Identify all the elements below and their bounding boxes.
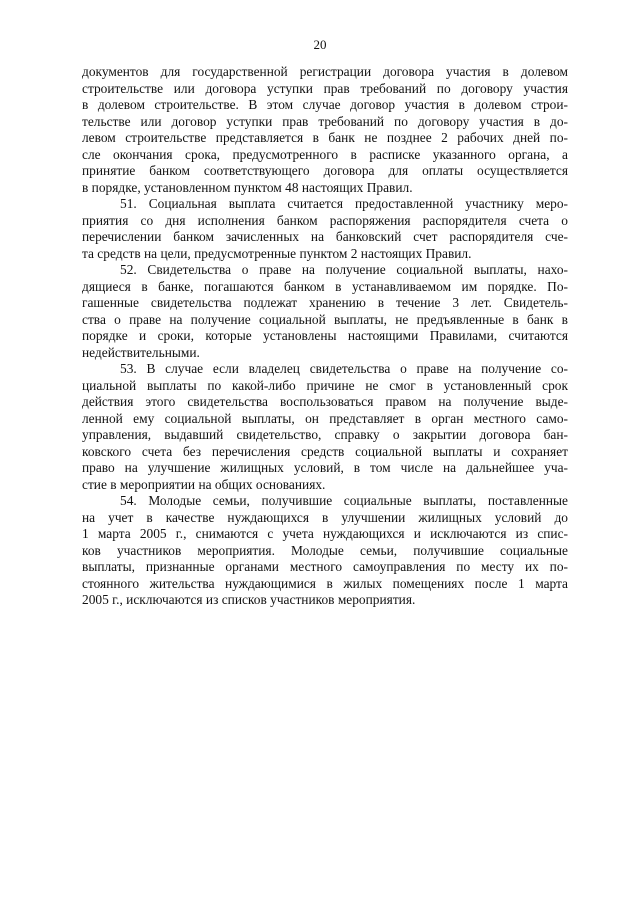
text-line: в порядке, установленном пунктом 48 настоящих Правил.	[82, 179, 413, 195]
text-line: ленной ему социальной выплаты, он представляет в орган местного само-	[82, 410, 568, 426]
text-line: та средств на цели, предусмотренные пунктом 2 настоящих Правил.	[82, 245, 472, 261]
paragraph-p52	[82, 262, 568, 361]
paragraph-p51	[82, 196, 568, 262]
paragraph-cont	[82, 64, 568, 196]
text-line: документов для государственной регистрации договора участия в долевом	[82, 64, 568, 79]
text-line: ства о праве на получение социальной выплаты, не предъявленные в банк в	[82, 311, 568, 327]
text-line: ковского счета без перечисления средств социальной выплаты и сохраняет	[82, 443, 568, 459]
text-line: в долевом строительстве. В этом случае договор участия в долевом строи-	[82, 97, 568, 112]
text-line: приятия со дня исполнения банком распоряжения распорядителя счета о	[82, 212, 568, 228]
text-line: 51. Социальная выплата считается предоставленной участнику меро-	[120, 196, 568, 211]
text-line: ков участников мероприятия. Молодые семьи, получившие социальные	[82, 542, 568, 558]
text-line: стие в мероприятии на общих основаниях.	[82, 476, 326, 492]
text-line: недействительными.	[82, 344, 200, 360]
text-line: левом строительстве представляется в банк не позднее 2 рабочих дней по-	[82, 130, 568, 145]
text-line: 52. Свидетельства о праве на получение социальной выплаты, нахо-	[120, 262, 568, 277]
text-line: циальной выплаты по какой-либо причине не смог в установленный срок	[82, 377, 568, 393]
text-line: сле окончания срока, предусмотренного в расписке указанного органа, а	[82, 146, 568, 162]
text-line: гашенные свидетельства подлежат хранению в течение 3 лет. Свидетель-	[82, 295, 568, 310]
paragraph-p53	[82, 361, 568, 493]
text-line: принятие банком соответствующего договора для оплаты осуществляется	[82, 163, 568, 178]
text-line: 1 марта 2005 г., снимаются с учета нуждающихся и исключаются из спис-	[82, 526, 568, 541]
text-line: выплаты, признанные органами местного самоуправления по месту их по-	[82, 559, 568, 574]
text-line: перечислении банком зачисленных на банковский счет распорядителя сче-	[82, 229, 568, 244]
text-line: 2005 г., исключаются из списков участников мероприятия.	[82, 592, 416, 607]
text-line: стоянного жительства нуждающимися в жилых помещениях после 1 марта	[82, 575, 568, 591]
page-number: 20	[313, 37, 327, 52]
text-line: строительстве или договора уступки прав требований по договору участия	[82, 80, 568, 96]
text-line: на учет в качестве нуждающихся в улучшении жилищных условий до	[82, 509, 568, 525]
text-line: тельстве или договор уступки прав требований по договору участия в до-	[82, 113, 568, 129]
text-line: действия этого свидетельства воспользоваться правом на получение выде-	[82, 394, 568, 409]
document-body	[82, 64, 568, 609]
text-line: дящиеся в банке, погашаются банком в устанавливаемом им порядке. По-	[82, 278, 568, 294]
text-line: право на улучшение жилищных условий, в том числе на дальнейшее уча-	[82, 460, 568, 475]
text-line: управления, выдавший свидетельство, справку о закрытии договора бан-	[82, 427, 568, 442]
text-line: 54. Молодые семьи, получившие социальные выплаты, поставленные	[120, 493, 568, 508]
text-line: 53. В случае если владелец свидетельства о праве на получение со-	[120, 361, 568, 376]
paragraph-p54	[82, 493, 568, 609]
text-line: порядке и сроки, которые установлены настоящими Правилами, считаются	[82, 328, 568, 343]
